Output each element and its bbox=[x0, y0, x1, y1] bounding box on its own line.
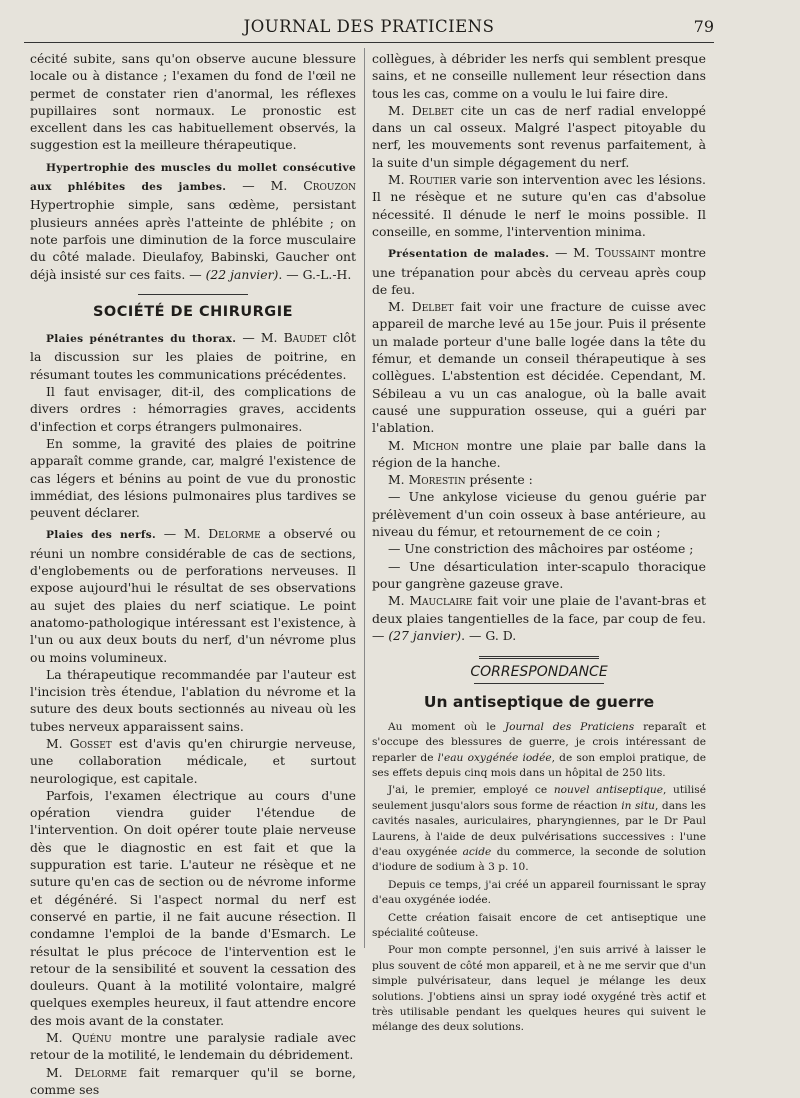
author-name: Toussaint bbox=[595, 245, 655, 261]
paragraph: — Une constriction des mâchoires par ostéome ; bbox=[388, 541, 694, 557]
paragraph: Plaies des nerfs. — M. Delorme a observé ou réuni un nombre considérable de cas de sections, d'englobements ou de perforations nerveuses. Il expose aujourd'hui le résultat de ses observations au sujet des plaies du nerf sciatique. Le point anatomo-pathologique intéressant est l'existence, à l'un ou aux deux bouts du nerf, d'un névrome plus ou moins volumineux. bbox=[30, 526, 357, 665]
header-rule bbox=[24, 42, 714, 43]
author-name: Delbet bbox=[411, 299, 454, 315]
author-name: Delorme bbox=[208, 526, 261, 542]
section-title: SOCIÉTÉ DE CHIRURGIE bbox=[92, 303, 294, 320]
section-double-rule bbox=[479, 656, 599, 659]
section-rule bbox=[138, 294, 248, 295]
paragraph: — Une désarticulation inter-scapulo thoracique pour gangrène gazeuse grave. bbox=[372, 558, 706, 591]
right-column bbox=[372, 50, 706, 1038]
page-number: 79 bbox=[693, 17, 714, 36]
paragraph: Il faut envisager, dit-il, des complications de divers ordres : hémorragies graves, accidents d'infection et corps étrangers pulmonaires. bbox=[30, 384, 356, 434]
author-name: Gosset bbox=[69, 735, 112, 751]
paragraph: J'ai, le premier, employé ce nouvel antiseptique, utilisé seulement jusqu'alors sous forme de réaction in situ, dans les cavités nasales, auriculaires, pharyngiennes, par le Dr Paul Laurens, à l'aide de deux pulvérisations successives : l'une d'eau oxygénée acide du commerce, la seconde de solution d'iodure de sodium à 3 p. 10. bbox=[372, 784, 707, 874]
author-name: Michon bbox=[412, 437, 459, 453]
paragraph: Cette création faisait encore de cet antiseptique une spécialité coûteuse. bbox=[372, 911, 706, 939]
signature: . — G.-L.-H. bbox=[278, 266, 352, 282]
article-title: Un antiseptique de guerre bbox=[423, 693, 655, 712]
paragraph: M. Routier varie son intervention avec les lésions. Il ne résèque et ne suture qu'en cas d'absolue nécessité. Il dénude le nerf le moins possible. Il conseille, en somme, l'intervention minima. bbox=[372, 172, 706, 239]
author-name: Mauclaire bbox=[409, 593, 473, 609]
paragraph: Depuis ce temps, j'ai créé un appareil fournissant le spray d'eau oxygénée iodée. bbox=[372, 878, 706, 907]
author-name: Crouzon bbox=[303, 178, 356, 194]
author-name: Baudet bbox=[283, 330, 327, 346]
author-name: Quénu bbox=[71, 1030, 112, 1046]
author-name: Routier bbox=[408, 172, 457, 188]
paragraph: M. Mauclaire fait voir une plaie de l'avant-bras et deux plaies tangentielles de la face, par coup de feu. — (27 janvier). — G. D. bbox=[372, 593, 706, 643]
page-header bbox=[24, 14, 714, 38]
paragraph: M. Quénu montre une paralysie radiale avec retour de la motilité, le lendemain du débridement. bbox=[30, 1030, 356, 1063]
column-divider bbox=[364, 48, 365, 948]
paragraph: M. Delorme fait remarquer qu'il se borne, comme ses bbox=[30, 1064, 356, 1097]
paragraph: M. Gosset est d'avis qu'en chirurgie nerveuse, une collaboration médicale, et surtout neurologique, est capitale. bbox=[30, 735, 356, 786]
paragraph: La thérapeutique recommandée par l'auteur est l'incision très étendue, l'ablation du névrome et la suture des deux bouts sectionnés au niveau où les tubes nerveux apparaissent sains. bbox=[30, 666, 356, 734]
correspondance-title: CORRESPONDANCE bbox=[470, 664, 608, 681]
signature: . — G. D. bbox=[461, 627, 517, 643]
run-in-heading: Plaies des nerfs. bbox=[46, 529, 156, 542]
date: (22 janvier) bbox=[205, 266, 279, 282]
run-in-heading: Présentation de malades. bbox=[388, 248, 550, 261]
paragraph: Présentation de malades. — M. Toussaint montre une trépanation pour abcès du cerveau après coup de feu. bbox=[372, 245, 706, 297]
paragraph: M. Michon montre une plaie par balle dans la région de la hanche. bbox=[372, 437, 706, 470]
run-in-heading: Plaies pénétrantes du thorax. bbox=[46, 333, 237, 346]
paragraph: En somme, la gravité des plaies de poitrine apparaît comme grande, car, malgré l'existence de cas légers et bénins au point de vue du pronostic immédiat, des lésions pulmonaires plus tardives se peuvent déclarer. bbox=[30, 435, 356, 521]
paragraph: Plaies pénétrantes du thorax. — M. Baudet clôt la discussion sur les plaies de poitrine, en résumant toutes les communications précédentes. bbox=[30, 330, 356, 382]
paragraph: Parfois, l'examen électrique au cours d'une opération viendra guider l'étendue de l'intervention. On doit opérer toute plaie nerveuse dès que le diagnostic en est fait et que la suppuration est tarie. L'auteur ne résèque et ne suture qu'en cas de section ou de névrome informe et dégénéré. Si l'aspect normal du nerf est conservé en partie, il ne fait aucune résection. Il condamne l'emploi de la bande d'Esmarch. Le résultat le plus précoce de l'intervention est le retour de la sensibilité et souvent la cessation des douleurs. Quant à la motilité volontaire, malgré quelques exemples heureux, il faut attendre encore des mois avant de la constater. bbox=[30, 787, 356, 1028]
running-title: JOURNAL DES PRATICIENS bbox=[243, 17, 495, 36]
date: (27 janvier) bbox=[388, 627, 462, 643]
author-name: Delorme bbox=[74, 1064, 127, 1080]
author-name: Morestin bbox=[408, 472, 466, 488]
paragraph: — Une ankylose vicieuse du genou guérie par prélèvement d'un coin osseux à base antérieure, au niveau du fémur, et retournement de ce coin ; bbox=[372, 489, 706, 540]
correspondance-rule bbox=[474, 683, 604, 684]
paragraph: Pour mon compte personnel, j'en suis arrivé à laisser le plus souvent de côté mon appareil, et à ne me servir que d'un simple pulvérisateur, dans lequel je mélange les deux solutions. J'obtiens ainsi un spray iodé oxygéné très actif et très utilisable pendant les quelques heures qui suivent le mélange des deux solutions. bbox=[372, 944, 706, 1034]
paragraph: Hypertrophie des muscles du mollet consécutive aux phlébites des jambes. — M. Crouzon Hypertrophie simple, sans œdème, persistant plusieurs années après l'atteinte de phlébite ; on note parfois une diminution de la force musculaire du côté malade. Dieulafoy, Babinski, Gaucher ont déjà insisté sur ces faits. — (22 janvier). — G.-L.-H. bbox=[30, 161, 356, 282]
paragraph: M. Morestin présente : bbox=[388, 472, 533, 488]
paragraph: cécité subite, sans qu'on observe aucune blessure locale ou à distance ; l'examen du fond de l'œil ne permet de constater rien d'anormal, les réflexes pupillaires sont normaux. Le pronostic est excellent dans les cas habituellement observés, la suggestion est la meilleure thérapeutique. bbox=[30, 51, 356, 153]
left-column bbox=[30, 50, 356, 1098]
paragraph: M. Delbet fait voir une fracture de cuisse avec appareil de marche levé au 15e jour. Puis il présente un malade porteur d'une balle logée dans la tête du fémur, et demande un conseil thérapeutique à ses collègues. L'abstention est décidée. Cependant, M. Sébileau a vu un cas analogue, où la balle avait causé une suppuration osseuse, qui a guéri par l'ablation. bbox=[372, 299, 706, 436]
article-body bbox=[372, 720, 706, 1036]
author-name: Delbet bbox=[411, 102, 454, 118]
paragraph: Au moment où le Journal des Praticiens reparaît et s'occupe des blessures de guerre, je crois intéressant de reparler de l'eau oxygénée iodée, de son emploi pratique, de ses effets depuis cinq mois dans un hôpital de 250 lits. bbox=[372, 720, 707, 779]
run-in-heading: Hypertrophie des muscles du mollet consécutive aux phlébites des jambes. bbox=[30, 161, 356, 194]
paragraph: M. Delbet cite un cas de nerf radial enveloppé dans un cal osseux. Malgré l'aspect pitoyable du nerf, les mouvements sont revenus parfaitement, à la suite d'un simple dégagement du nerf. bbox=[372, 102, 706, 170]
paragraph: collègues, à débrider les nerfs qui semblent presque sains, et ne conseille nullement leur résection dans tous les cas, comme on a voulu le lui faire dire. bbox=[372, 51, 706, 101]
